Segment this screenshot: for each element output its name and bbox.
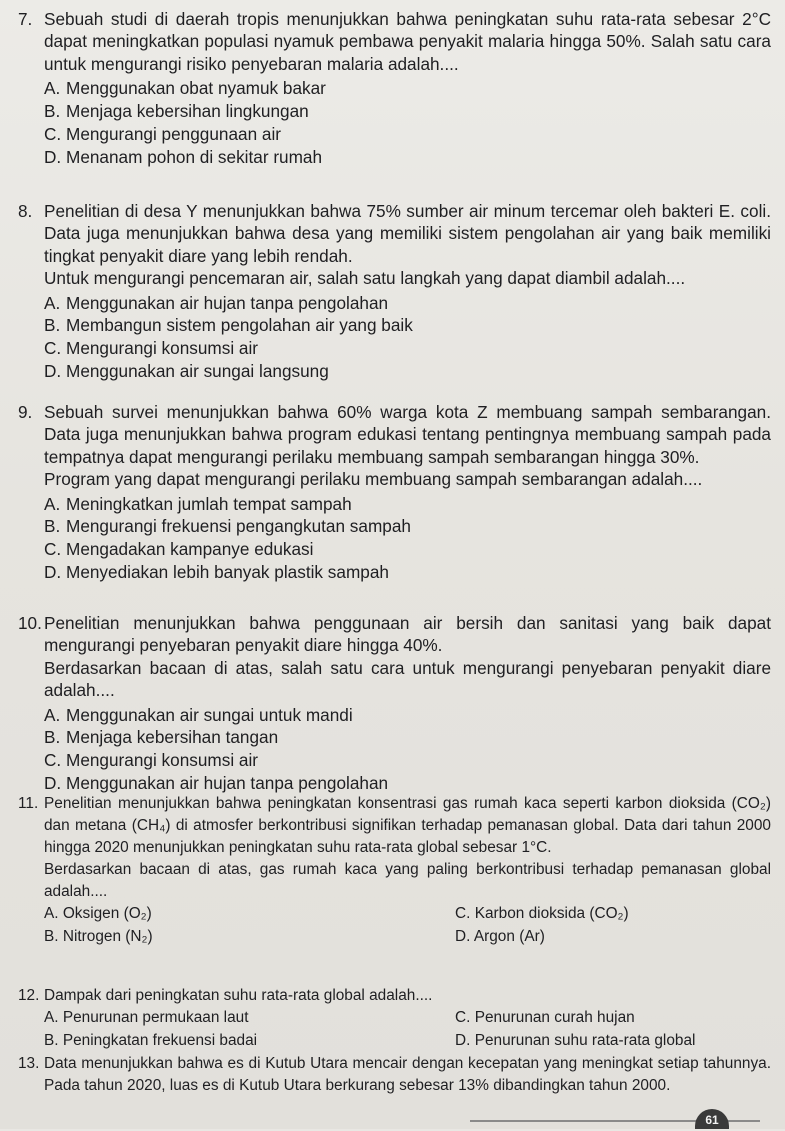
- option-b[interactable]: B. Nitrogen (N₂): [44, 928, 153, 945]
- option-b[interactable]: B. Peningkatan frekuensi badai: [44, 1032, 258, 1049]
- question-9: [18, 401, 771, 584]
- option-d[interactable]: D. Penurunan suhu rata-rata global: [455, 1032, 696, 1049]
- page-number: 61: [695, 1109, 729, 1129]
- option-c[interactable]: C. Mengurangi konsumsi air: [44, 338, 259, 359]
- question-prompt: Untuk mengurangi pencemaran air, salah satu langkah yang dapat diambil adalah....: [44, 268, 686, 289]
- option-a[interactable]: A. Oksigen (O₂): [44, 905, 152, 922]
- question-number: 11.: [18, 795, 39, 812]
- question-10: [18, 612, 771, 795]
- question-prompt: Program yang dapat mengurangi perilaku membuang sampah sembarangan adalah....: [44, 469, 703, 490]
- option-b[interactable]: B. Menjaga kebersihan lingkungan: [44, 101, 309, 122]
- question-number: 7.: [18, 9, 33, 29]
- question-stem: Dampak dari peningkatan suhu rata-rata global adalah....: [44, 987, 433, 1004]
- question-8: [18, 200, 771, 383]
- option-b[interactable]: B. Membangun sistem pengolahan air yang baik: [44, 315, 413, 336]
- options-list: [44, 903, 771, 949]
- question-stem: Data menunjukkan bahwa es di Kutub Utara mencair dengan kecepatan yang meningkat setiap tahunnya. Pada tahun 2020, luas es di Kutub Utara berkurang sebesar 13% dibandingkan tahun 2000.: [44, 1055, 771, 1094]
- question-stem: Sebuah survei menunjukkan bahwa 60% warga kota Z membuang sampah sembarangan. Data juga menunjukkan bahwa program edukasi tentang pentingnya membuang sampah pada tempatnya dapat mengurangi perilaku membuang sampah sembarangan hingga 30%.: [44, 402, 771, 467]
- option-d[interactable]: D. Menggunakan air sungai langsung: [44, 361, 329, 382]
- option-b[interactable]: B. Mengurangi frekuensi pengangkutan sampah: [44, 516, 411, 537]
- option-a[interactable]: A. Meningkatkan jumlah tempat sampah: [44, 493, 352, 514]
- question-prompt: Berdasarkan bacaan di atas, salah satu cara untuk mengurangi penyebaran penyakit diare adalah....: [44, 657, 771, 701]
- option-a[interactable]: A. Menggunakan air hujan tanpa pengolahan: [44, 292, 389, 313]
- options-list: [44, 1007, 771, 1053]
- option-d[interactable]: D. Menyediakan lebih banyak plastik sampah: [44, 562, 389, 583]
- question-13: [18, 1053, 771, 1096]
- options-list: [44, 292, 771, 383]
- option-c[interactable]: C. Penurunan curah hujan: [455, 1009, 635, 1026]
- question-number: 9.: [18, 402, 33, 422]
- option-a[interactable]: A. Menggunakan air sungai untuk mandi: [44, 704, 353, 725]
- option-d[interactable]: D. Menanam pohon di sekitar rumah: [44, 146, 323, 167]
- option-d[interactable]: D. Menggunakan air hujan tanpa pengolahan: [44, 773, 389, 794]
- option-b[interactable]: B. Menjaga kebersihan tangan: [44, 727, 279, 748]
- question-stem: Penelitian menunjukkan bahwa peningkatan konsentrasi gas rumah kaca seperti karbon dioksida (CO₂) dan metana (CH₄) di atmosfer berkontribusi signifikan terhadap pemanasan global. Data dari tahun 2000 hingga 2020 menunjukkan peningkatan suhu rata-rata global sebesar 1°C.: [44, 795, 771, 856]
- question-stem: Penelitian di desa Y menunjukkan bahwa 75% sumber air minum tercemar oleh bakteri E. coli. Data juga menunjukkan bahwa desa yang memiliki sistem pengolahan air yang baik memiliki tingkat penyakit diare yang lebih rendah.: [44, 201, 771, 266]
- options-list: [44, 493, 771, 584]
- question-11: [18, 793, 771, 949]
- question-7: [18, 8, 771, 168]
- option-c[interactable]: C. Mengurangi konsumsi air: [44, 750, 259, 771]
- option-d[interactable]: D. Argon (Ar): [455, 928, 545, 945]
- option-a[interactable]: A. Penurunan permukaan laut: [44, 1009, 249, 1026]
- question-stem: Penelitian menunjukkan bahwa penggunaan air bersih dan sanitasi yang baik dapat mengurangi penyebaran penyakit diare hingga 40%.: [44, 613, 771, 656]
- options-list: [44, 704, 771, 795]
- option-c[interactable]: C. Mengadakan kampanye edukasi: [44, 539, 314, 560]
- question-12: [18, 985, 771, 1053]
- option-c[interactable]: C. Karbon dioksida (CO₂): [455, 905, 629, 922]
- options-list: [44, 77, 771, 168]
- question-number: 10.: [18, 613, 42, 633]
- option-c[interactable]: C. Mengurangi penggunaan air: [44, 123, 282, 144]
- option-a[interactable]: A. Menggunakan obat nyamuk bakar: [44, 78, 326, 99]
- question-number: 8.: [18, 201, 33, 221]
- question-number: 13.: [18, 1055, 40, 1072]
- question-stem: Sebuah studi di daerah tropis menunjukkan bahwa peningkatan suhu rata-rata sebesar 2°C dapat meningkatkan populasi nyamuk pembawa penyakit malaria hingga 50%. Salah satu cara untuk mengurangi risiko penyebaran malaria adalah....: [44, 9, 771, 74]
- question-number: 12.: [18, 987, 40, 1004]
- question-prompt: Berdasarkan bacaan di atas, gas rumah kaca yang paling berkontribusi terhadap pemanasan global adalah....: [44, 861, 771, 900]
